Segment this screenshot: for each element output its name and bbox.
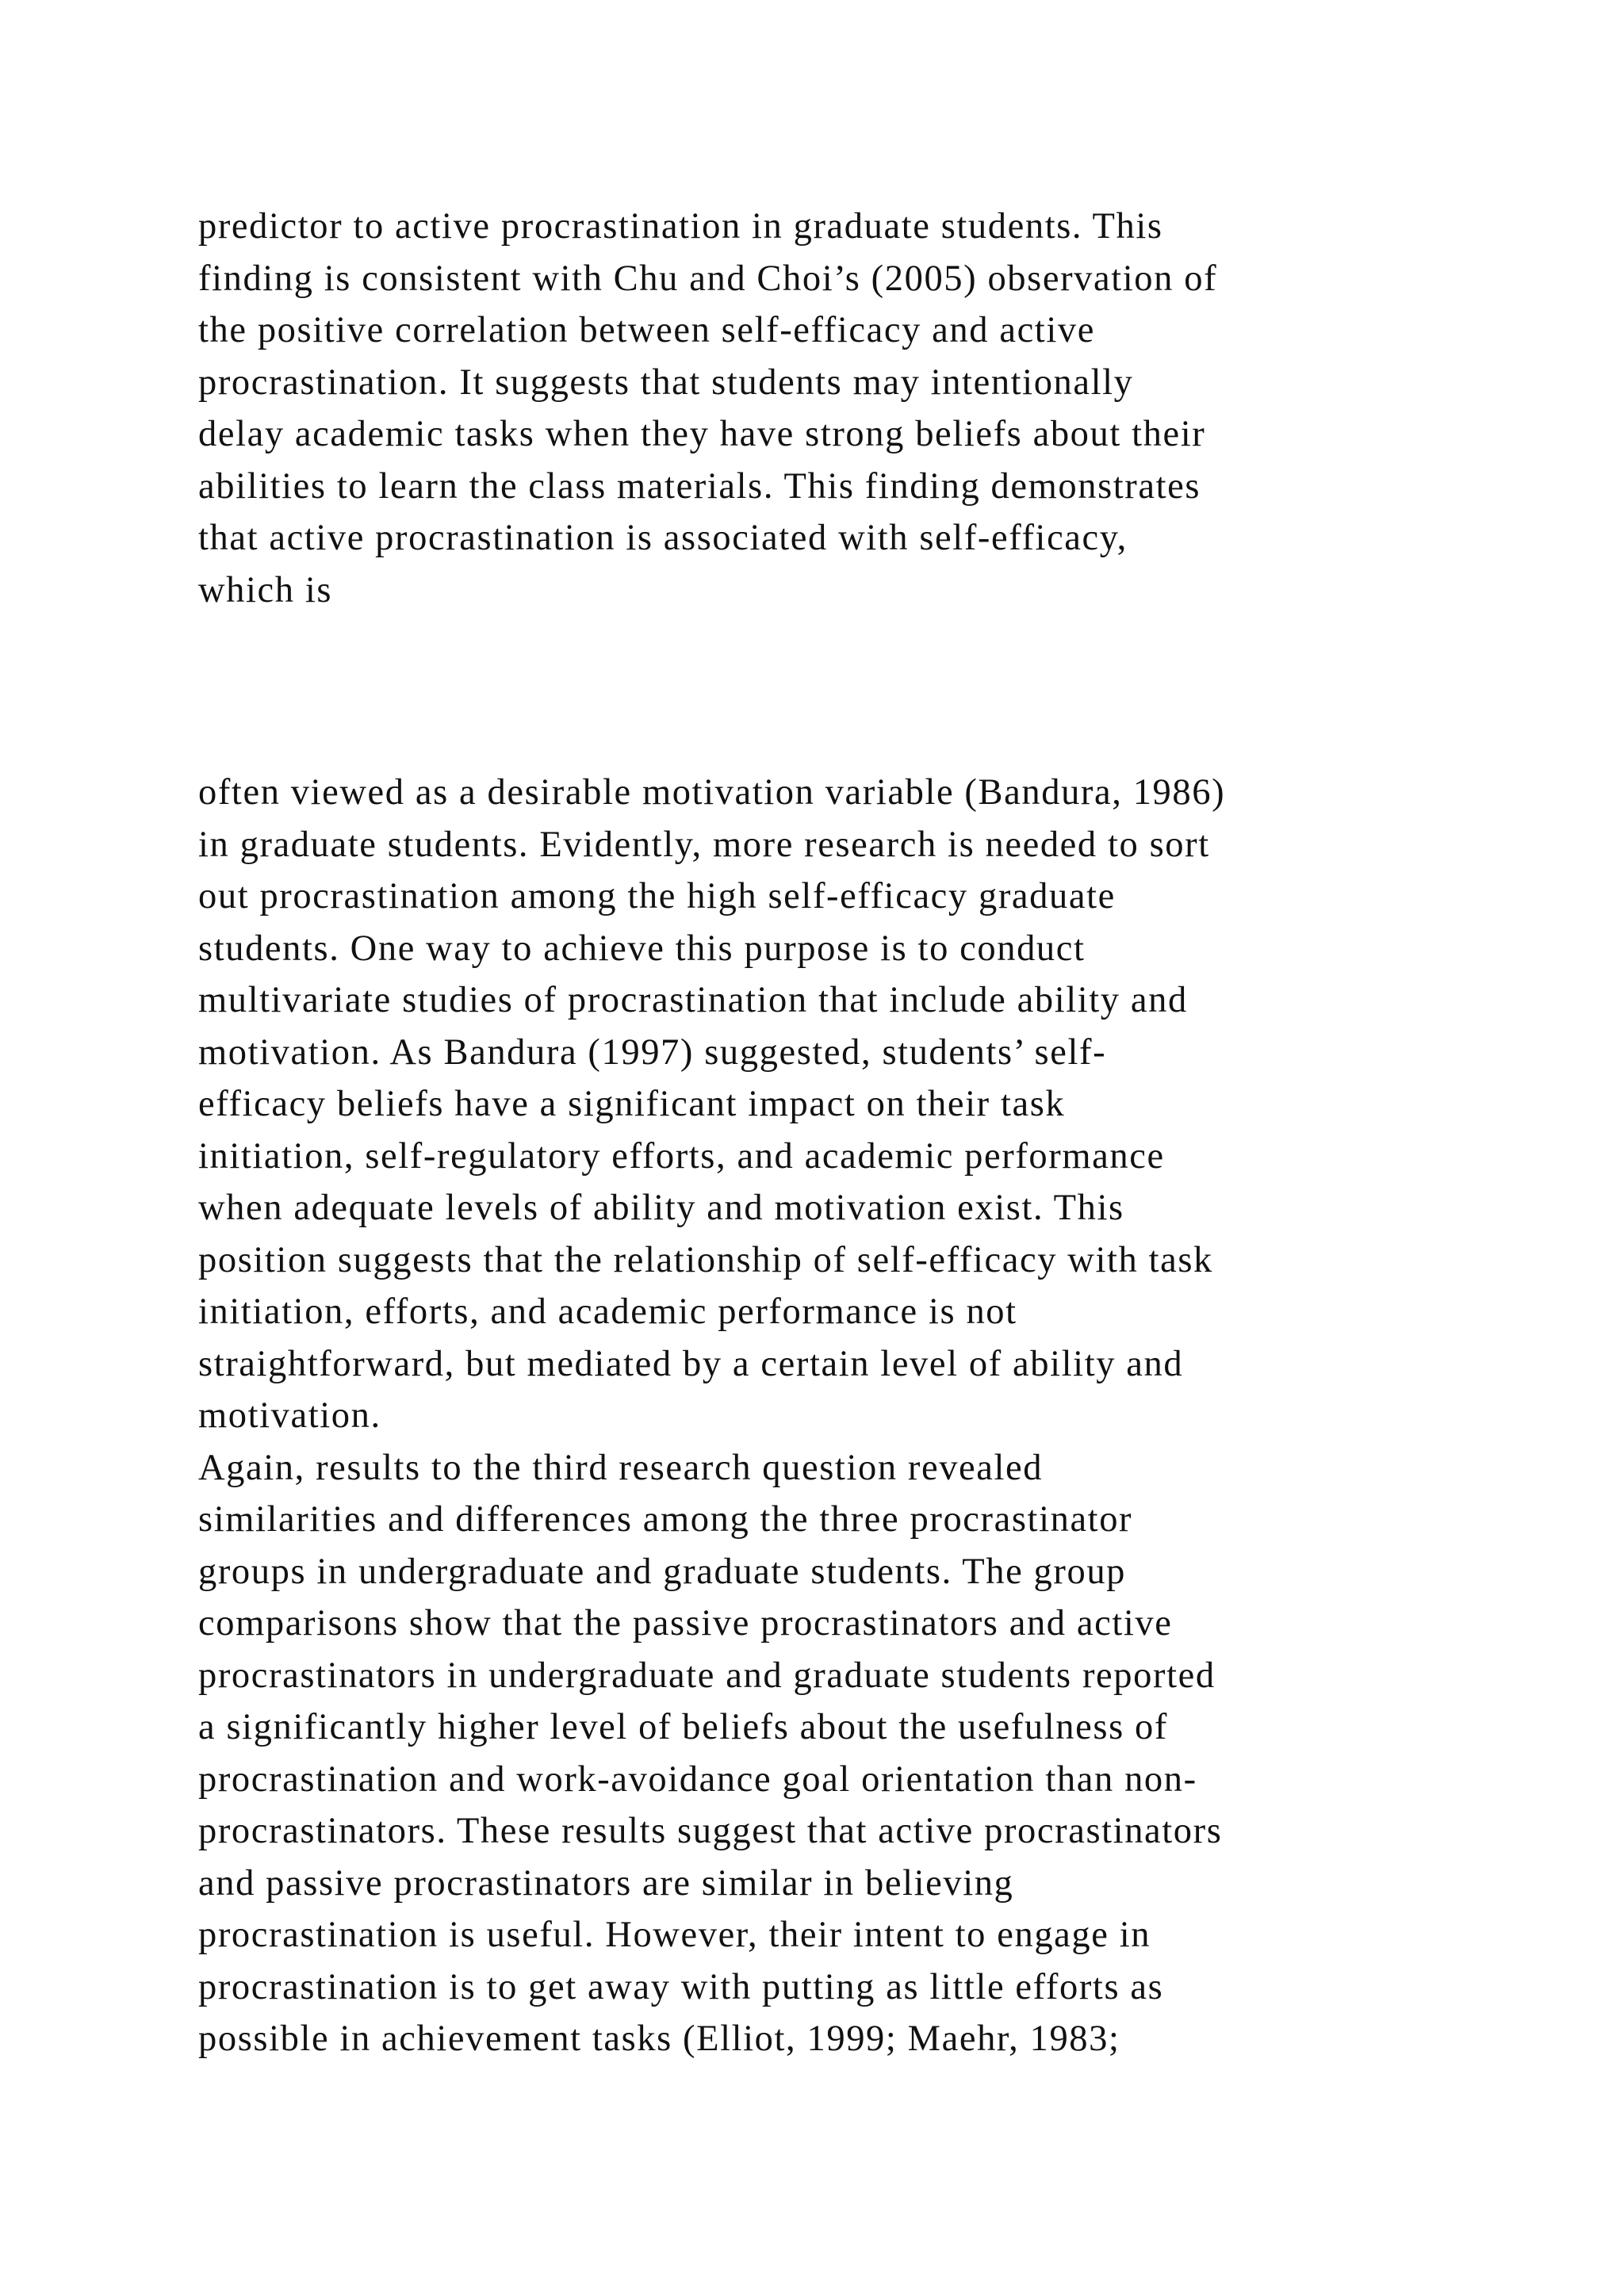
text-line: groups in undergraduate and graduate students. The group bbox=[198, 1551, 1127, 1592]
text-line: procrastination is to get away with putting as little efforts as bbox=[198, 1966, 1164, 2007]
text-block-top bbox=[198, 201, 1546, 616]
text-line: similarities and differences among the three procrastinator bbox=[198, 1499, 1133, 1540]
text-line: initiation, self-regulatory efforts, and academic performance bbox=[198, 1135, 1165, 1177]
text-line: finding is consistent with Chu and Choi’s (2005) observation of bbox=[198, 258, 1218, 299]
text-line: Again, results to the third research question revealed bbox=[198, 1447, 1044, 1488]
text-line: delay academic tasks when they have strong beliefs about their bbox=[198, 414, 1206, 454]
text-line: multivariate studies of procrastination that include ability and bbox=[198, 980, 1188, 1020]
text-line: motivation. bbox=[198, 1395, 381, 1436]
text-block-bottom bbox=[198, 767, 1546, 2065]
text-line: out procrastination among the high self-efficacy graduate bbox=[198, 876, 1116, 916]
text-line: often viewed as a desirable motivation variable (Bandura, 1986) bbox=[198, 772, 1226, 813]
text-line: procrastination. It suggests that students may intentionally bbox=[198, 362, 1134, 403]
text-line: when adequate levels of ability and motivation exist. This bbox=[198, 1188, 1124, 1228]
text-line: predictor to active procrastination in graduate students. This bbox=[198, 206, 1163, 247]
text-line: efficacy beliefs have a significant impact on their task bbox=[198, 1084, 1066, 1124]
text-line: procrastinators. These results suggest that active procrastinators bbox=[198, 1811, 1223, 1851]
text-line: and passive procrastinators are similar in believing bbox=[198, 1862, 1014, 1904]
text-line: possible in achievement tasks (Elliot, 1999; Maehr, 1983; bbox=[198, 2019, 1120, 2059]
text-line: straightforward, but mediated by a certain level of ability and bbox=[198, 1343, 1184, 1384]
text-line: procrastination is useful. However, their intent to engage in bbox=[198, 1915, 1151, 1955]
text-line: a significantly higher level of beliefs about the usefulness of bbox=[198, 1707, 1168, 1747]
text-line: motivation. As Bandura (1997) suggested, students’ self- bbox=[198, 1031, 1107, 1073]
text-line: students. One way to achieve this purpose is to conduct bbox=[198, 928, 1086, 969]
text-line: position suggests that the relationship of self-efficacy with task bbox=[198, 1239, 1213, 1280]
text-line: that active procrastination is associated with self-efficacy, bbox=[198, 518, 1128, 558]
text-line: in graduate students. Evidently, more research is needed to sort bbox=[198, 824, 1210, 865]
text-line: initiation, efforts, and academic performance is not bbox=[198, 1292, 1017, 1332]
text-line: comparisons show that the passive procrastinators and active bbox=[198, 1603, 1173, 1644]
text-line: procrastination and work-avoidance goal orientation than non- bbox=[198, 1758, 1197, 1800]
text-line: the positive correlation between self-efficacy and active bbox=[198, 310, 1095, 350]
text-line: procrastinators in undergraduate and graduate students reported bbox=[198, 1655, 1216, 1696]
text-line: abilities to learn the class materials. This finding demonstrates bbox=[198, 465, 1201, 507]
text-line: which is bbox=[198, 569, 333, 610]
